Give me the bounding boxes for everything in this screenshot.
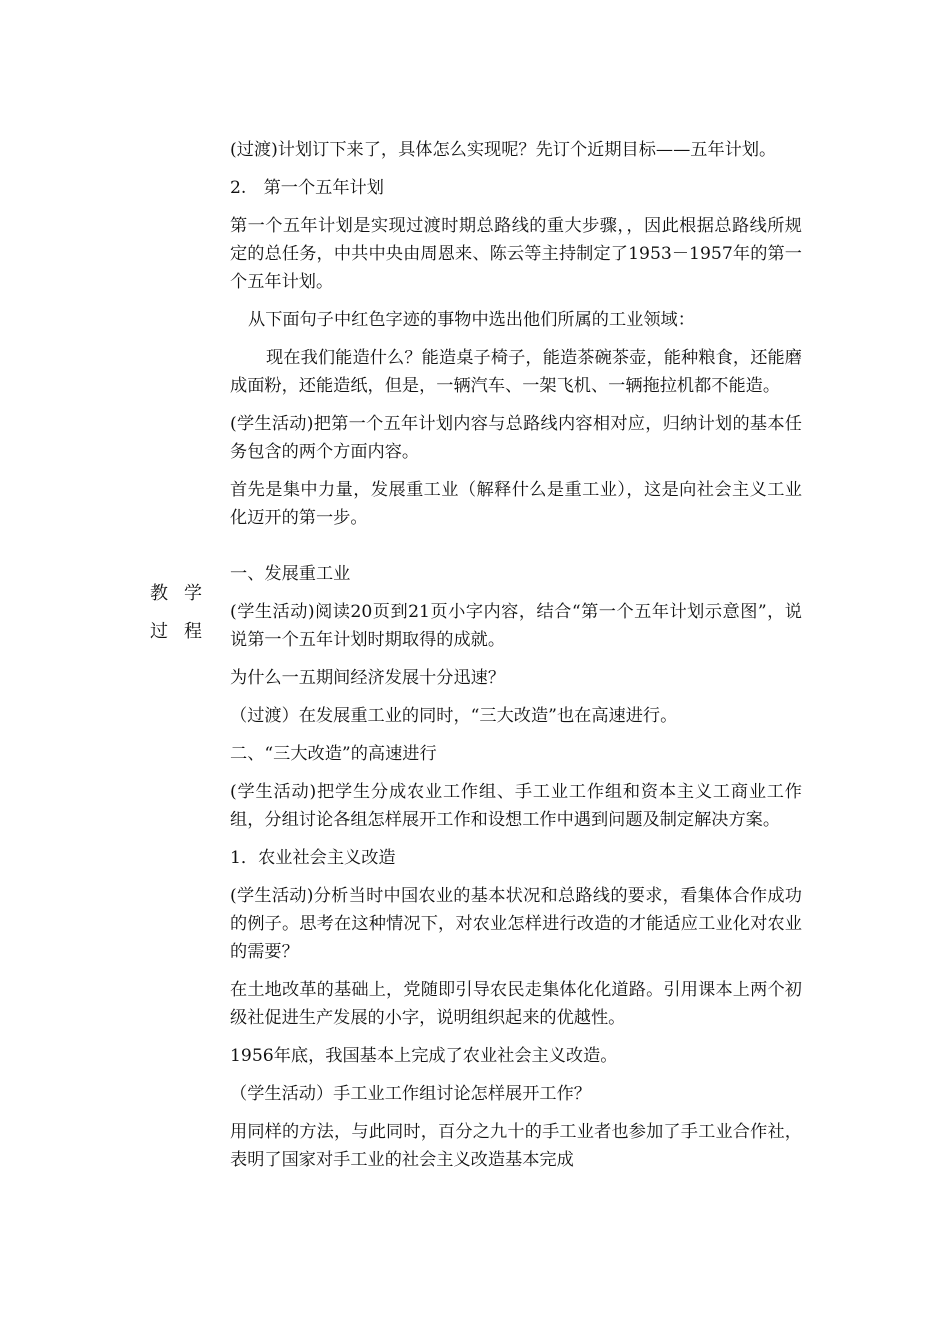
paragraph-handicraft-cooperatives: 用同样的方法，与此同时，百分之九十的手工业者也参加了手工业合作社，表明了国家对手工业的社会主义改造基本完成 bbox=[230, 1122, 802, 1170]
heading-develop-heavy-industry: 一、发展重工业 bbox=[230, 564, 351, 584]
paragraph-exercise-prompt: 从下面句子中红色字迹的事物中选出他们所属的工业领域： bbox=[248, 310, 695, 330]
paragraph-heavy-industry-first: 首先是集中力量，发展重工业（解释什么是重工业），这是向社会主义工业化迈开的第一步。 bbox=[230, 480, 802, 528]
paragraph-student-activity-3: (学生活动)把学生分成农业工作组、手工业工作组和资本主义工商业工作组，分组讨论各组怎样展开工作和设想工作中遇到问题及制定解决方案。 bbox=[230, 782, 802, 830]
paragraph-land-reform: 在土地改革的基础上，党随即引导农民走集体化化道路。引用课本上两个初级社促进生产发展的小字，说明组织起来的优越性。 bbox=[230, 980, 802, 1028]
heading-three-reforms: 二、“三大改造”的高速进行 bbox=[230, 744, 437, 764]
paragraph-transition-reforms: （过渡）在发展重工业的同时，“三大改造”也在高速进行。 bbox=[230, 706, 678, 726]
paragraph-transition-plan: (过渡)计划订下来了，具体怎么实现呢？先订个近期目标——五年计划。 bbox=[230, 140, 777, 160]
heading-first-five-year-plan: 2. 第一个五年计划 bbox=[230, 178, 384, 198]
side-label-teaching: 教学 bbox=[150, 583, 218, 604]
paragraph-student-activity-5: （学生活动）手工业工作组讨论怎样展开工作？ bbox=[230, 1084, 591, 1104]
paragraph-plan-intro: 第一个五年计划是实现过渡时期总路线的重大步骤，，因此根据总路线所规定的总任务，中共中央由周恩来、陈云等主持制定了1953－1957年的第一个五年计划。 bbox=[230, 216, 802, 292]
paragraph-student-activity-4: (学生活动)分析当时中国农业的基本状况和总路线的要求，看集体合作成功的例子。思考在这种情况下，对农业怎样进行改造的才能适应工业化对农业的需要？ bbox=[230, 886, 802, 962]
lesson-content bbox=[230, 136, 802, 1184]
paragraph-quote: 现在我们能造什么？能造桌子椅子，能造茶碗茶壶，能种粮食，还能磨成面粉，还能造纸，但是，一辆汽车、一架飞机、一辆拖拉机都不能造。 bbox=[230, 348, 802, 396]
paragraph-1956-completion: 1956年底，我国基本上完成了农业社会主义改造。 bbox=[230, 1046, 618, 1066]
paragraph-student-activity-2: (学生活动)阅读20页到21页小字内容，结合“第一个五年计划示意图”，说说第一个五年计划时期取得的成就。 bbox=[230, 602, 802, 650]
paragraph-student-activity-1: (学生活动)把第一个五年计划内容与总路线内容相对应，归纳计划的基本任务包含的两个方面内容。 bbox=[230, 414, 802, 462]
paragraph-question-growth: 为什么一五期间经济发展十分迅速？ bbox=[230, 668, 506, 688]
heading-agriculture-reform: 1．农业社会主义改造 bbox=[230, 848, 396, 868]
side-label-process: 过程 bbox=[150, 621, 218, 642]
